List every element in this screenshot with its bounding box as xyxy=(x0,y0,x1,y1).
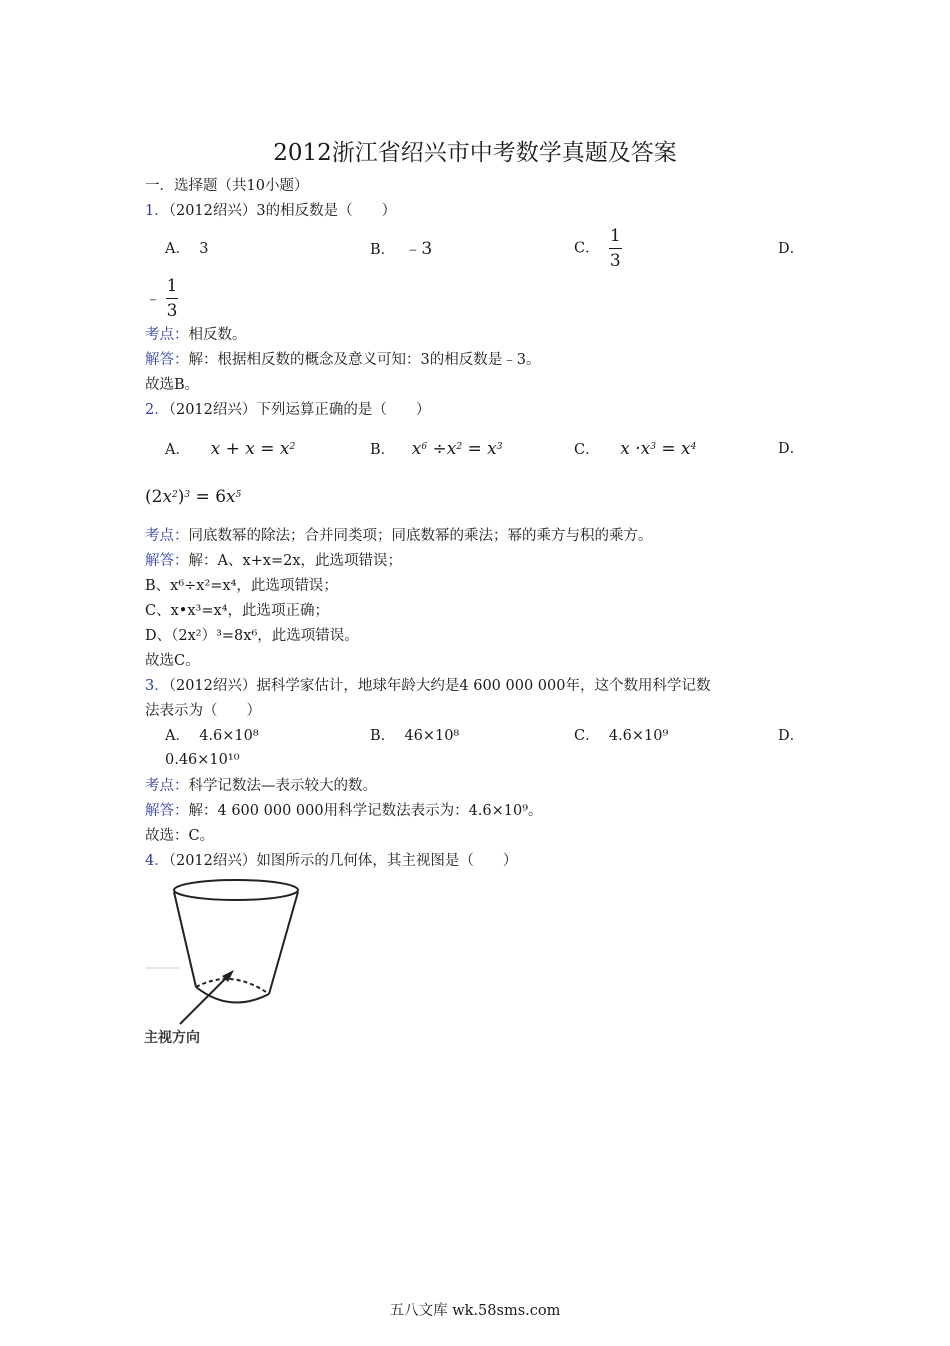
option-label: B． xyxy=(370,442,396,458)
question-1-stem xyxy=(145,201,396,221)
question-3-stem xyxy=(145,676,710,696)
q2-jieda xyxy=(145,551,402,571)
q1-option-d xyxy=(778,239,804,259)
kaodian-text: 相反数。 xyxy=(188,327,247,343)
option-label: A． xyxy=(165,241,190,257)
option-label: C． xyxy=(574,442,600,458)
left-wall xyxy=(174,892,196,987)
option-label: C． xyxy=(574,240,600,257)
fraction xyxy=(609,226,622,271)
q1-kaodian xyxy=(145,325,247,345)
option-label: B． xyxy=(370,242,396,258)
q1-option-a xyxy=(165,239,208,259)
option-label: C． xyxy=(574,728,600,744)
q2-option-d-value xyxy=(145,487,241,508)
q3-option-d xyxy=(778,726,804,746)
option-value: 4.6×10⁹ xyxy=(608,728,669,744)
q2-line-c: C、x•x³=x⁴，此选项正确； xyxy=(145,603,329,619)
option-label: A． xyxy=(165,442,190,458)
jieda-label: 解答： xyxy=(145,352,189,368)
q2-line-b: B、x⁶÷x²=x⁴，此选项错误； xyxy=(145,578,338,594)
q2-option-b xyxy=(370,439,502,460)
q2-option-d xyxy=(778,439,804,459)
jieda-label: 解答： xyxy=(145,803,189,819)
option-label: D． xyxy=(778,728,805,744)
page-title: 2012浙江省绍兴市中考数学真题及答案 xyxy=(273,140,677,166)
q3-option-b xyxy=(370,726,459,746)
option-label: B． xyxy=(370,728,396,744)
denominator: 3 xyxy=(166,301,178,321)
kaodian-text: 科学记数法—表示较大的数。 xyxy=(188,778,377,794)
jieda-text: 解：A、x+x=2x，此选项错误； xyxy=(188,553,403,569)
option-formula: $(2x^2)^3 = 6x^5$ xyxy=(145,487,242,507)
question-text: （2012绍兴）3的相反数是（ ） xyxy=(168,203,397,219)
fraction xyxy=(166,276,179,321)
option-label: D． xyxy=(778,441,805,457)
kaodian-text: 同底数幂的除法；合并同类项；同底数幂的乘法；幂的乘方与积的乘方。 xyxy=(188,528,653,544)
q2-option-a xyxy=(165,439,295,460)
numerator: 1 xyxy=(166,276,178,296)
section-heading: 一．选择题（共10小题） xyxy=(145,178,309,194)
question-number: 1． xyxy=(145,203,169,219)
bottom-front-arc xyxy=(196,987,269,1003)
option-label: A． xyxy=(165,728,190,744)
question-3-stem-cont: 法表示为（ ） xyxy=(145,703,261,719)
top-ellipse xyxy=(174,880,298,900)
figure-caption: 主视方向 xyxy=(144,1029,200,1045)
jieda-label: 解答： xyxy=(145,553,189,569)
q2-line-d: D、（2x²）³=8x⁶，此选项错误。 xyxy=(145,628,359,644)
option-label: D． xyxy=(778,241,805,257)
denominator: 3 xyxy=(609,251,621,271)
q1-option-d-value xyxy=(145,276,178,321)
option-value: ﹣3 xyxy=(404,239,433,259)
question-2-stem xyxy=(145,400,430,420)
q3-conclusion: 故选：C。 xyxy=(145,828,215,844)
question-text: （2012绍兴）据科学家估计，地球年龄大约是4 600 000 000年，这个数用科学记数 xyxy=(168,678,711,694)
option-formula: $x + x = x^2$ xyxy=(210,439,296,459)
footer-watermark: 五八文库 wk.58sms.com xyxy=(389,1303,561,1319)
q1-conclusion: 故选B。 xyxy=(145,377,200,393)
q3-option-a xyxy=(165,726,259,746)
right-wall xyxy=(269,892,298,994)
q3-kaodian xyxy=(145,776,377,796)
question-text: （2012绍兴）如图所示的几何体，其主视图是（ ） xyxy=(168,853,518,869)
q2-kaodian xyxy=(145,526,653,546)
question-4-stem xyxy=(145,851,517,871)
q3-jieda xyxy=(145,801,543,821)
question-number: 3． xyxy=(145,678,169,694)
option-value: 46×10⁸ xyxy=(404,728,460,744)
option-formula: $x \cdot x^3 = x^4$ xyxy=(620,439,697,459)
question-text: （2012绍兴）下列运算正确的是（ ） xyxy=(168,402,431,418)
q2-option-c xyxy=(574,439,696,460)
question-number: 2． xyxy=(145,402,169,418)
bottom-back-arc xyxy=(196,979,269,994)
minus-sign: ﹣ xyxy=(145,288,162,308)
option-value: 4.6×10⁸ xyxy=(199,728,259,744)
kaodian-label: 考点： xyxy=(145,327,189,343)
q1-option-b xyxy=(370,239,432,260)
q1-option-c xyxy=(574,226,622,271)
jieda-text: 解：4 600 000 000用科学记数法表示为：4.6×10⁹。 xyxy=(188,803,543,819)
q2-conclusion: 故选C。 xyxy=(145,653,200,669)
question-number: 4． xyxy=(145,853,169,869)
option-formula: $x^6 \div x^2 = x^3$ xyxy=(411,439,503,459)
numerator: 1 xyxy=(609,226,621,246)
q3-option-c xyxy=(574,726,668,746)
jieda-text: 解：根据相反数的概念及意义可知：3的相反数是﹣3。 xyxy=(188,352,541,368)
kaodian-label: 考点： xyxy=(145,778,189,794)
q1-jieda xyxy=(145,350,540,370)
kaodian-label: 考点： xyxy=(145,528,189,544)
q3-option-d-value: 0.46×10¹⁰ xyxy=(165,752,240,768)
option-value: 3 xyxy=(199,241,209,257)
frustum-figure xyxy=(140,872,320,1052)
